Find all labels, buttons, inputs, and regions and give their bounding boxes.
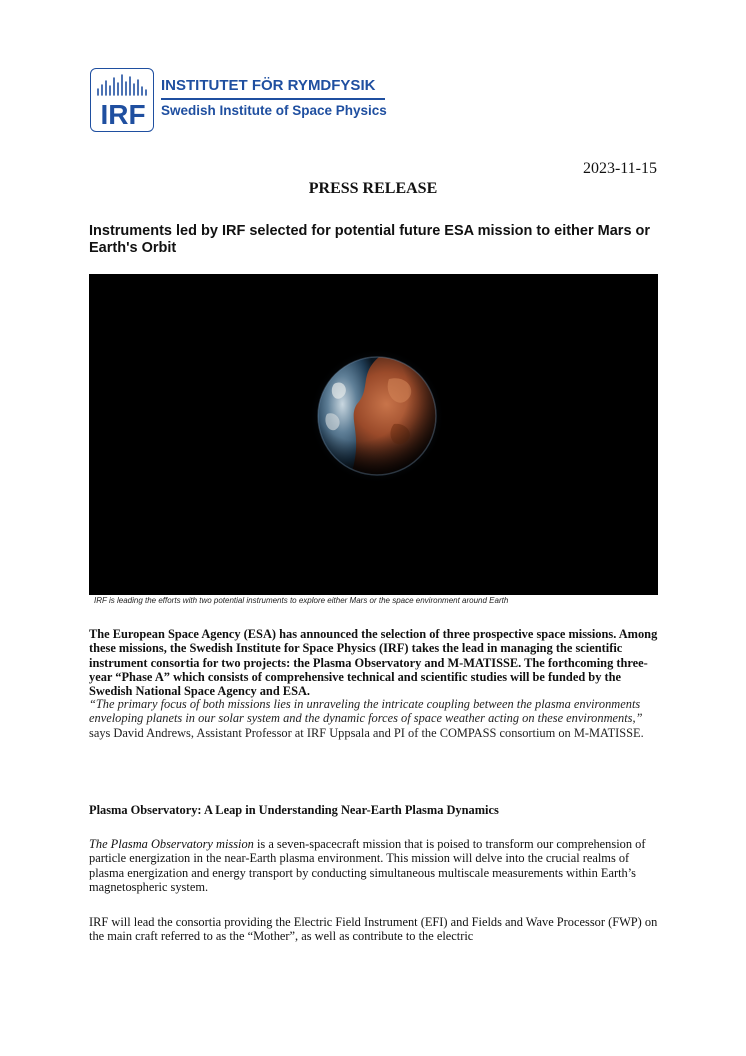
consortia-paragraph: IRF will lead the consortia providing the Electric Field Instrument (EFI) and Fields and Wave Processor (FWP) on the main craft referred to as the “Mother”, as well as contribute to the electric <box>89 915 658 944</box>
quote-text: “The primary focus of both missions lies in unraveling the intricate coupling between the plasma environments enveloping planets in our solar system and the dynamic forces of space weather acting on these environments,” <box>89 697 643 726</box>
quote-attribution: says David Andrews, Assistant Professor at IRF Uppsala and PI of the COMPASS consortium on M-MATISSE. <box>89 725 644 740</box>
document-type: PRESS RELEASE <box>308 180 438 197</box>
release-date: 2023-11-15 <box>582 160 657 177</box>
logo-abbreviation: IRF <box>100 99 146 130</box>
planet-photo <box>89 274 658 595</box>
logo-divider <box>161 98 385 100</box>
institute-name-swedish: INSTITUTET FÖR RYMDFYSIK <box>161 77 376 94</box>
mission-name: The Plasma Observatory mission <box>89 837 254 851</box>
headline: Instruments led by IRF selected for potential future ESA mission to either Mars or Earth's Orbit <box>89 223 651 256</box>
institute-name-english: Swedish Institute of Space Physics <box>161 103 387 118</box>
quote-paragraph <box>89 697 664 740</box>
plasma-observatory-paragraph <box>89 837 664 894</box>
section-heading: Plasma Observatory: A Leap in Understanding Near-Earth Plasma Dynamics <box>89 803 499 817</box>
mission-description: is a seven-spacecraft mission that is poised to transform our comprehension of particle energization in the near-Earth plasma environment. This mission will delve into the crucial realms of plasma energization and energy transport by conducting simultaneous multiscale measurements within Earth’s magnetospheric system. <box>89 837 646 894</box>
logo-emblem <box>90 68 154 132</box>
waveform-icon <box>95 73 149 101</box>
irf-logo <box>90 68 390 134</box>
photo-caption: IRF is leading the efforts with two potential instruments to explore either Mars or the space environment around Earth <box>94 596 509 605</box>
lead-paragraph: The European Space Agency (ESA) has announced the selection of three prospective space missions. Among these missions, the Swedish Institute for Space Physics (IRF) takes the lead in managing the scientific instrument consortia for two projects: the Plasma Observatory and M-MATISSE. The forthcoming three-year “Phase A” which consists of comprehensive technical and scientific studies will be funded by the Swedish National Space Agency and ESA. <box>89 627 658 699</box>
planet-image <box>89 274 658 595</box>
